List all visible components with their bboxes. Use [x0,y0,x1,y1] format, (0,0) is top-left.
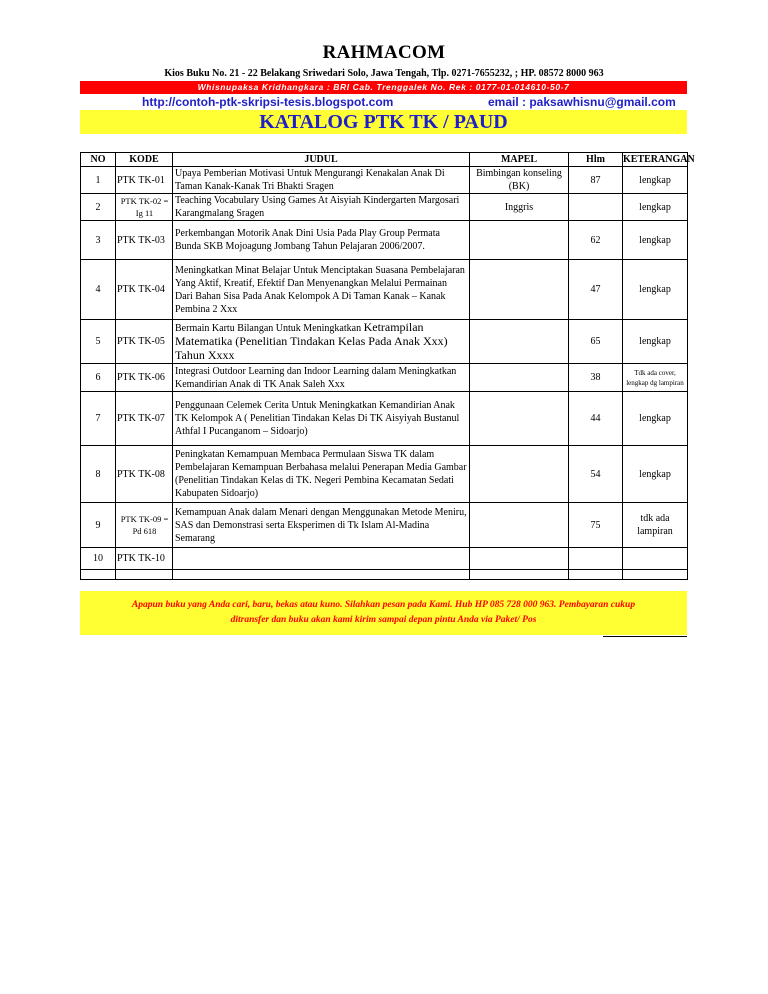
row-judul [173,548,470,570]
table-row [81,320,688,364]
row-kode: PTK TK-07 [116,392,173,446]
row-mapel [470,446,569,503]
row-hlm: 87 [569,167,623,194]
table-row [81,392,688,446]
row-keterangan [623,548,688,570]
row-mapel [470,260,569,320]
email-address: email : paksawhisnu@gmail.com [488,95,676,109]
row-hlm [569,548,623,570]
row-hlm: 44 [569,392,623,446]
order-note-line-2: ditransfer dan buku akan kami kirim sampai depan pintu Anda via Paket/ Pos [230,615,537,625]
empty-cell [470,570,569,580]
column-header-mapel: MAPEL [470,153,569,167]
row-judul: Penggunaan Celemek Cerita Untuk Meningkatkan Kemandirian Anak TK Kelompok A ( Penelitian Tindakan Kelas Di TK Aisyiyah Bustanul Athfal I Pucanganom – Sidoarjo) [173,392,470,446]
row-no: 10 [81,548,116,570]
row-kode: PTK TK-02 = Ig 11 [116,194,173,221]
contact-line [80,94,687,109]
row-kode: PTK TK-09 = Pd 618 [116,503,173,548]
table-row [81,446,688,503]
row-mapel [470,364,569,392]
row-judul: Upaya Pemberian Motivasi Untuk Mengurangi Kenakalan Anak Di Taman Kanak-Kanak Tri Bhakti Sragen [173,167,470,194]
catalog-title: KATALOG PTK TK / PAUD [80,110,687,134]
empty-cell [173,570,470,580]
order-note-line-1: Apapun buku yang Anda cari, baru, bekas atau kuno. Silahkan pesan pada Kami. Hub HP 085 728 000 963. Pembayaran cukup [131,600,636,610]
store-address: Kios Buku No. 21 - 22 Belakang Sriwedari Solo, Jawa Tengah, Tlp. 0271-7655232, ; HP. 08572 8000 963 [164,68,604,79]
row-hlm: 54 [569,446,623,503]
row-keterangan: tdk ada lampiran [623,503,688,548]
row-hlm: 47 [569,260,623,320]
bank-account-bar: Whisnupaksa Kridhangkara : BRI Cab. Trenggalek No. Rek : 0177-01-014610-50-7 [80,81,687,94]
row-judul: Perkembangan Motorik Anak Dini Usia Pada Play Group Permata Bunda SKB Mojoagung Jombang Tahun Pelajaran 2006/2007. [173,221,470,260]
row-hlm [569,194,623,221]
row-kode: PTK TK-01 [116,167,173,194]
row-kode: PTK TK-05 [116,320,173,364]
column-header-judul: JUDUL [173,153,470,167]
column-header-hlm: Hlm [569,153,623,167]
note-divider [603,636,687,637]
row-judul: Meningkatkan Minat Belajar Untuk Menciptakan Suasana Pembelajaran Yang Aktif, Kreatif, Efektif Dan Menyenangkan Melalui Permainan Dari Bahan Sisa Pada Anak Kelompok A Di Taman Kanak – Kanak Pembina 2 Xxx [173,260,470,320]
row-no: 6 [81,364,116,392]
row-keterangan: lengkap [623,260,688,320]
table-row [81,221,688,260]
row-hlm: 75 [569,503,623,548]
table-row [81,548,688,570]
row-no: 3 [81,221,116,260]
page-title: RAHMACOM [322,42,446,63]
row-kode: PTK TK-08 [116,446,173,503]
empty-cell [569,570,623,580]
empty-cell [81,570,116,580]
empty-cell [116,570,173,580]
row-keterangan: lengkap [623,194,688,221]
table-row [81,503,688,548]
row-no: 1 [81,167,116,194]
row-mapel [470,320,569,364]
row-judul-part-b: Ketrampilan Matematika (Penelitian Tindakan Kelas Pada Anak Xxx) Tahun Xxxx [175,319,448,362]
row-hlm: 62 [569,221,623,260]
row-kode: PTK TK-10 [116,548,173,570]
row-keterangan: Tdk ada cover, lengkap dg lampiran [623,364,688,392]
row-no: 7 [81,392,116,446]
empty-cell [623,570,688,580]
row-no: 5 [81,320,116,364]
row-hlm: 38 [569,364,623,392]
row-judul: Integrasi Outdoor Learning dan Indoor Learning dalam Meningkatkan Kemandirian Anak di TK Anak Saleh Xxx [173,364,470,392]
row-mapel [470,503,569,548]
row-no: 4 [81,260,116,320]
row-hlm: 65 [569,320,623,364]
row-no: 8 [81,446,116,503]
row-keterangan: lengkap [623,221,688,260]
row-judul: Peningkatan Kemampuan Membaca Permulaan Siswa TK dalam Pembelajaran Kemampuan Berbahasa melalui Penerapan Media Gambar (Penelitian Tindakan Kelas di TK. Negeri Pembina Kecamatan Sedati Kabupaten Sidoarjo) [173,446,470,503]
row-keterangan: lengkap [623,320,688,364]
row-mapel [470,548,569,570]
row-mapel: Inggris [470,194,569,221]
column-header-no: NO [81,153,116,167]
row-kode: PTK TK-06 [116,364,173,392]
row-no: 9 [81,503,116,548]
row-mapel [470,392,569,446]
row-mapel: Bimbingan konseling (BK) [470,167,569,194]
row-keterangan: lengkap [623,446,688,503]
row-mapel [470,221,569,260]
table-header-row [81,153,688,167]
row-no: 2 [81,194,116,221]
order-note [80,591,687,635]
column-header-keterangan: KETERANGAN [623,153,695,165]
table-row [81,364,688,392]
row-judul: Kemampuan Anak dalam Menari dengan Menggunakan Metode Meniru, SAS dan Demonstrasi serta Eksperimen di Tk Islam Al-Madina Semarang [173,503,470,548]
row-keterangan: lengkap [623,392,688,446]
row-judul: Teaching Vocabulary Using Games At Aisyiah Kindergarten Margosari Karangmalang Sragen [173,194,470,221]
row-judul-part-a: Bermain Kartu Bilangan Untuk Meningkatkan [175,322,364,334]
table-row-empty [81,570,688,580]
column-header-kode: KODE [116,153,173,167]
table-row [81,260,688,320]
row-keterangan: lengkap [623,167,688,194]
blog-url-link[interactable]: http://contoh-ptk-skripsi-tesis.blogspot.com [142,95,394,109]
table-row [81,194,688,221]
row-kode: PTK TK-03 [116,221,173,260]
table-row [81,167,688,194]
catalog-table [80,152,695,580]
row-kode: PTK TK-04 [116,260,173,320]
row-judul [173,320,470,364]
